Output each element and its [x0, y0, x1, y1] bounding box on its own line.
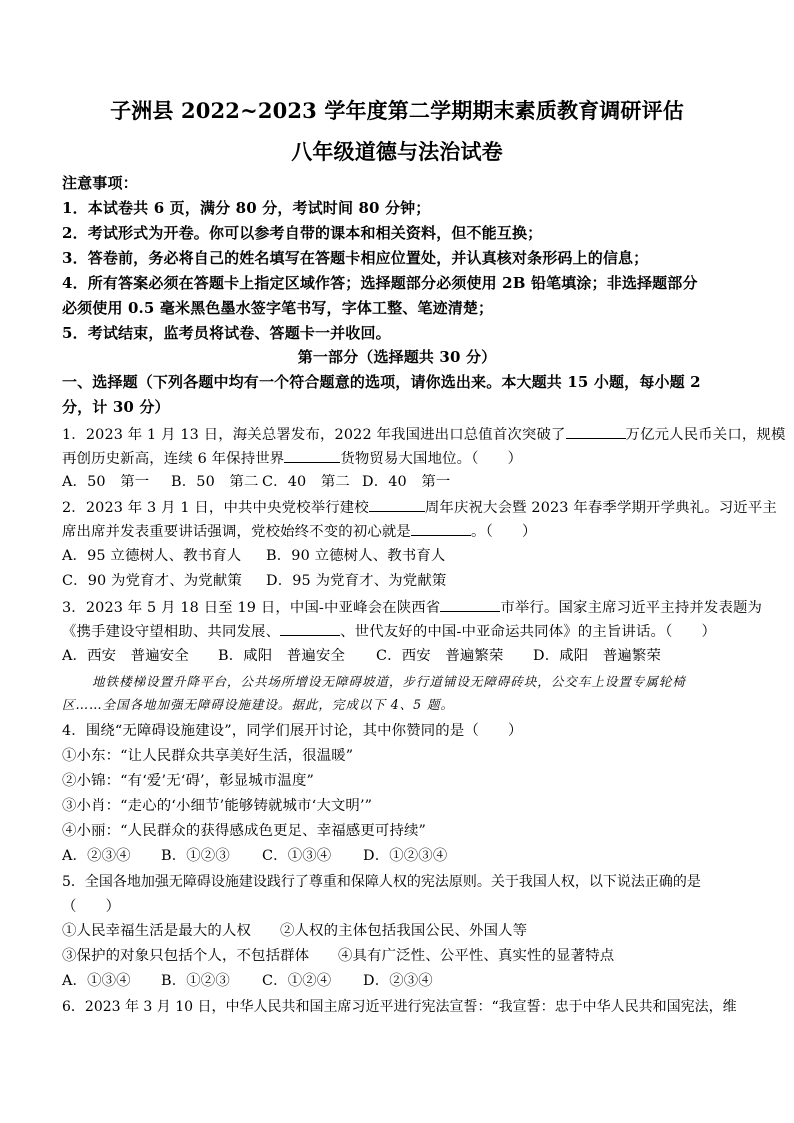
option-a[interactable]: A．西安 普遍安全 — [62, 648, 189, 664]
answer-blank — [284, 447, 340, 463]
question-5-stem: （ ） — [62, 899, 121, 915]
question-2-line — [62, 520, 740, 543]
question-3-line — [62, 620, 740, 643]
option-c[interactable]: C．①②④ — [262, 973, 332, 989]
question-1-line — [62, 423, 786, 446]
q1-text: 再创历史新高，连续 6 年保持世界 — [62, 451, 285, 467]
question-1-line — [62, 447, 740, 470]
statement-item: ③保护的对象只包括个人，不包括群体 — [62, 948, 310, 964]
q1-text: 1．2023 年 1 月 13 日，海关总署发布，2022 年我国进出口总值首次突破了 — [62, 427, 566, 443]
q3-text: 3．2023 年 5 月 18 日至 19 日，中国-中亚峰会在陕西省 — [62, 600, 441, 616]
question-5-stem: 5．全国各地加强无障碍设施建设践行了尊重和保障人权的宪法原则。关于我国人权，以下说法正确的是 — [62, 874, 701, 890]
option-d[interactable]: D．95 为党育才、为党献策 — [266, 573, 447, 589]
statement-item: ②小锦：“有‘爱’无‘碍’，彰显城市温度” — [62, 773, 315, 789]
section-instruction: 分，计 30 分） — [62, 398, 170, 416]
q1-text: 万亿元人民币关口，规模 — [625, 427, 786, 443]
q3-text: 、世代友好的中国-中亚命运共同体》的主旨讲话。（ ） — [340, 624, 716, 640]
notice-item: 2．考试形式为开卷。你可以参考自带的课本和相关资料，但不能互换； — [62, 224, 543, 242]
answer-blank — [280, 620, 340, 636]
option-b[interactable]: B．90 立德树人、教书育人 — [266, 548, 446, 564]
option-d[interactable]: D．40 第一 — [362, 474, 451, 490]
option-c[interactable]: C．40 第二 — [262, 474, 350, 490]
question-2-line — [62, 496, 777, 519]
notice-item: 必须使用 0.5 毫米黑色墨水签字笔书写，字体工整、笔迹清楚； — [62, 299, 494, 317]
answer-blank — [440, 596, 500, 612]
option-c[interactable]: C．西安 普遍繁荣 — [376, 648, 504, 664]
q2-text: 席出席并发表重要讲话强调，党校始终不变的初心就是 — [62, 524, 411, 540]
q1-text: 货物贸易大国地位。（ ） — [340, 451, 523, 467]
q2-text: 周年庆祝大会暨 2023 年春季学期开学典礼。习近平主 — [424, 500, 777, 516]
exam-subtitle: 八年级道德与法治试卷 — [291, 139, 503, 164]
notice-item: 4．所有答案必须在答题卡上指定区域作答；选择题部分必须使用 2B 铅笔填涂；非选择题部分 — [62, 274, 698, 292]
option-a[interactable]: A．95 立德树人、教书育人 — [62, 548, 242, 564]
answer-blank — [411, 520, 471, 536]
statement-item: ③小肖：“走心的‘小细节’能够铸就城市‘大文明’” — [62, 798, 373, 814]
question-3-line — [62, 596, 763, 619]
notice-item: 5．考试结束，监考员将试卷、答题卡一并收回。 — [62, 324, 391, 342]
q2-text: 。（ ） — [470, 524, 537, 540]
notice-item: 3．答卷前，务必将自己的姓名填写在答题卡相应位置处，并认真核对条形码上的信息； — [62, 249, 649, 267]
option-b[interactable]: B．①②③ — [161, 973, 230, 989]
material-text: 区……全国各地加强无障碍设施建设。据此，完成以下 4、5 题。 — [62, 697, 454, 712]
option-a[interactable]: A．②③④ — [62, 848, 131, 864]
option-c[interactable]: C．①③④ — [262, 848, 332, 864]
answer-blank — [369, 496, 425, 512]
exam-title: 子洲县 2022~2023 学年度第二学期期末素质教育调研评估 — [110, 98, 684, 123]
option-d[interactable]: D．①②③④ — [363, 848, 448, 864]
notice-heading: 注意事项： — [62, 174, 138, 192]
q3-text: 市举行。国家主席习近平主持并发表题为 — [500, 600, 763, 616]
part1-heading: 第一部分（选择题共 30 分） — [297, 348, 497, 366]
option-a[interactable]: A．①③④ — [62, 973, 131, 989]
notice-item: 1．本试卷共 6 页，满分 80 分，考试时间 80 分钟； — [62, 199, 431, 217]
option-a[interactable]: A．50 第一 — [62, 474, 150, 490]
statement-item: ①小东：“让人民群众共享美好生活，很温暖” — [62, 748, 354, 764]
q2-text: 2．2023 年 3 月 1 日，中共中央党校举行建校 — [62, 500, 369, 516]
option-d[interactable]: D．②③④ — [363, 973, 433, 989]
section-instruction: 一、选择题（下列各题中均有一个符合题意的选项，请你选出来。本大题共 15 小题，每小题 2 — [62, 373, 701, 391]
q3-text: 《携手建设守望相助、共同发展、 — [62, 624, 281, 640]
material-text: 地铁楼梯设置升降平台，公共场所增设无障碍坡道，步行道铺设无障碍砖块，公交车上设置专属轮椅 — [92, 674, 686, 689]
answer-blank — [566, 423, 626, 439]
statement-item: ④具有广泛性、公平性、真实性的显著特点 — [338, 948, 615, 964]
option-b[interactable]: B．咸阳 普遍安全 — [218, 648, 346, 664]
option-d[interactable]: D．咸阳 普遍繁荣 — [533, 648, 662, 664]
option-b[interactable]: B．50 第二 — [171, 474, 259, 490]
option-b[interactable]: B．①②③ — [161, 848, 230, 864]
statement-item: ②人权的主体包括我国公民、外国人等 — [280, 923, 528, 939]
statement-item: ④小丽：“人民群众的获得感成色更足、幸福感更可持续” — [62, 823, 426, 839]
option-c[interactable]: C．90 为党育才、为党献策 — [62, 573, 242, 589]
question-4-stem: 4．围绕“无障碍设施建设”，同学们展开讨论，其中你赞同的是（ ） — [62, 723, 523, 739]
question-6-line: 6．2023 年 3 月 10 日，中华人民共和国主席习近平进行宪法宣誓：“我宣誓：忠于中华人民共和国宪法，维 — [62, 999, 737, 1015]
statement-item: ①人民幸福生活是最大的人权 — [62, 923, 252, 939]
